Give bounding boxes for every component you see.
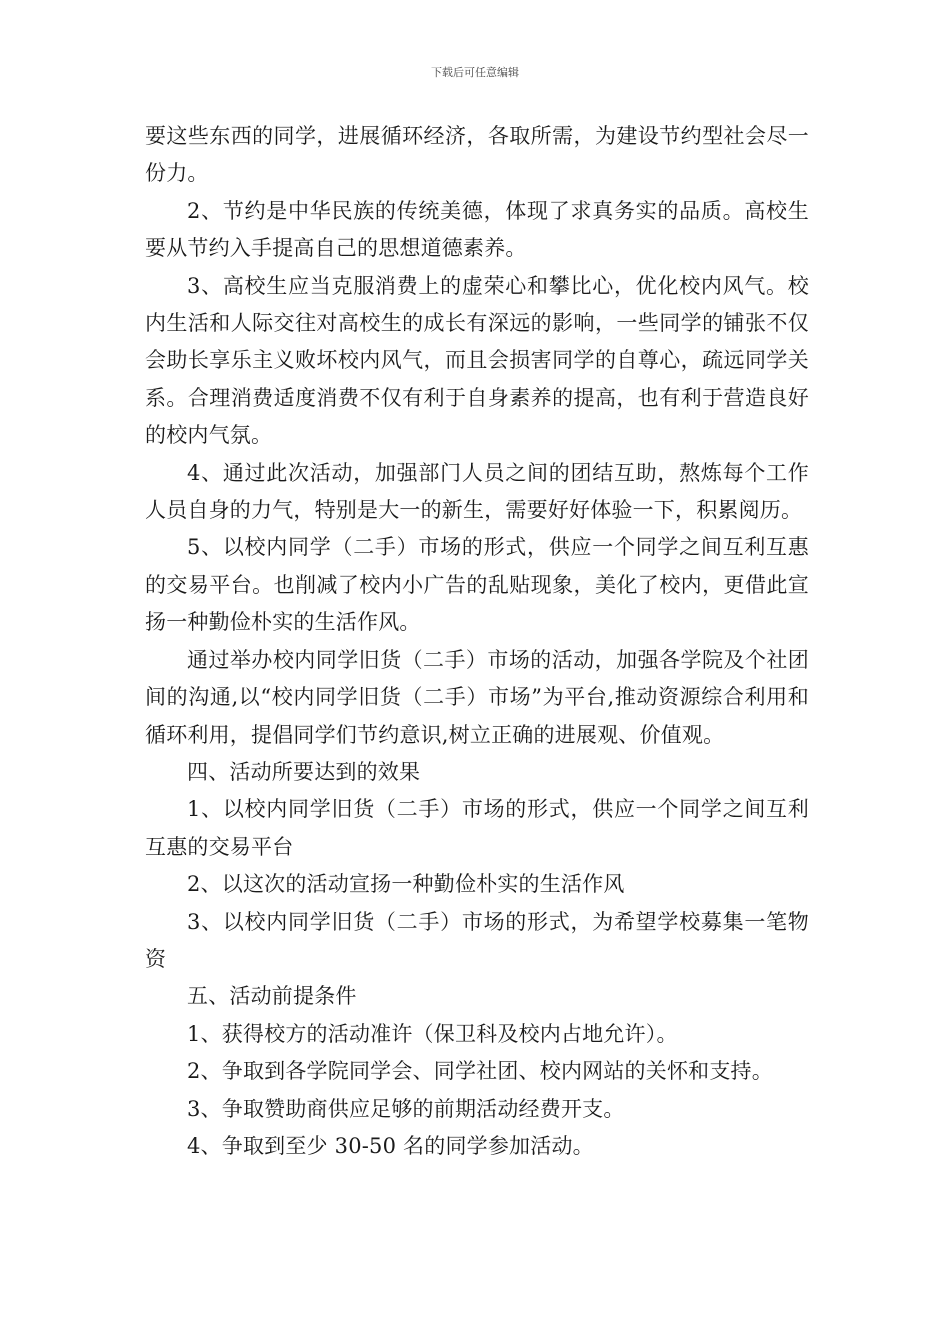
paragraph: 四、活动所要达到的效果 bbox=[187, 759, 421, 784]
paragraph: 3、争取赞助商供应足够的前期活动经费开支。 bbox=[187, 1096, 625, 1121]
paragraph: 2、以这次的活动宣扬一种勤俭朴实的生活作风 bbox=[187, 872, 625, 897]
document-body bbox=[145, 118, 809, 1165]
paragraph: 通过举办校内同学旧货（二手）市场的活动，加强各学院及个社团间的沟通,以“校内同学旧货（二手）市场”为平台,推动资源综合利用和循环利用，提倡同学们节约意识,树立正确的进展观、价值观。 bbox=[145, 647, 809, 747]
paragraph: 要这些东西的同学，进展循环经济，各取所需，为建设节约型社会尽一份力。 bbox=[145, 124, 809, 186]
paragraph: 3、以校内同学旧货（二手）市场的形式，为希望学校募集一笔物资 bbox=[145, 909, 809, 971]
paragraph: 2、节约是中华民族的传统美德，体现了求真务实的品质。高校生要从节约入手提高自己的思想道德素养。 bbox=[145, 198, 809, 261]
paragraph: 1、以校内同学旧货（二手）市场的形式，供应一个同学之间互利互惠的交易平台 bbox=[145, 797, 809, 859]
paragraph: 3、高校生应当克服消费上的虚荣心和攀比心，优化校内风气。校内生活和人际交往对高校生的成长有深远的影响，一些同学的铺张不仅会助长享乐主义败坏校内风气，而且会损害同学的自尊心，疏远同学关系。合理消费适度消费不仅有利于自身素养的提高，也有利于营造良好的校内气氛。 bbox=[145, 273, 809, 448]
paragraph: 4、通过此次活动，加强部门人员之间的团结互助，熬炼每个工作人员自身的力气，特别是大一的新生，需要好好体验一下，积累阅历。 bbox=[145, 460, 809, 523]
page-header: 下载后可任意编辑 bbox=[431, 66, 519, 79]
paragraph: 5、以校内同学（二手）市场的形式，供应一个同学之间互利互惠的交易平台。也削减了校内小广告的乱贴现象，美化了校内，更借此宣扬一种勤俭朴实的生活作风。 bbox=[145, 535, 809, 635]
paragraph: 五、活动前提条件 bbox=[187, 984, 357, 1009]
paragraph: 1、获得校方的活动准许（保卫科及校内占地允许）。 bbox=[187, 1021, 678, 1046]
paragraph: 2、争取到各学院同学会、同学社团、校内网站的关怀和支持。 bbox=[187, 1059, 773, 1084]
paragraph: 4、争取到至少 30-50 名的同学参加活动。 bbox=[187, 1133, 594, 1158]
